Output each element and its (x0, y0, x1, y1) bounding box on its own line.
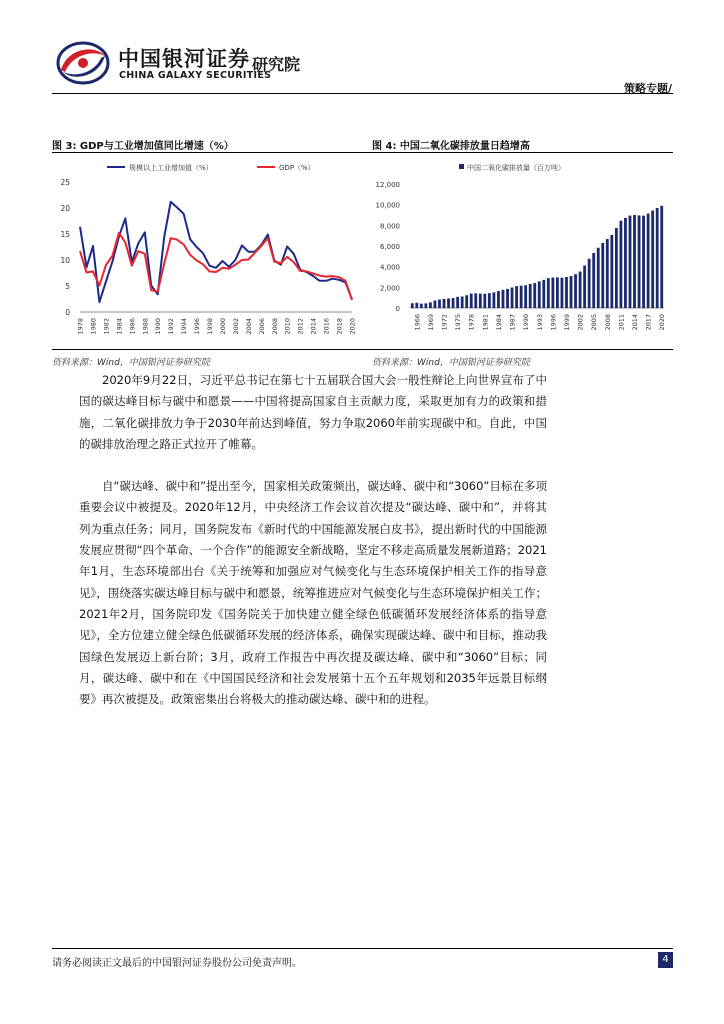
bar (561, 278, 564, 308)
y-tick-label: 8,000 (379, 222, 400, 231)
x-tick-label: 1999 (562, 314, 571, 331)
bar (547, 278, 550, 308)
bar (633, 215, 636, 308)
bar (533, 283, 536, 308)
y-tick-label: 15 (60, 230, 70, 239)
x-tick-label: 1969 (426, 314, 435, 331)
figure4-bar-chart (372, 155, 672, 347)
bar (465, 295, 468, 308)
x-tick-label: 1996 (193, 318, 202, 335)
x-tick-label: 1984 (494, 314, 503, 331)
x-tick-label: 2014 (309, 318, 318, 335)
y-tick-label: 10 (60, 256, 70, 265)
brand-name-english: CHINA GALAXY SECURITIES (119, 70, 272, 81)
bar (497, 291, 500, 308)
x-tick-label: 1978 (467, 314, 476, 331)
footer-divider (52, 948, 673, 949)
x-tick-label: 2010 (283, 318, 292, 335)
x-tick-label: 2008 (603, 314, 612, 331)
bar (651, 211, 654, 308)
bar (447, 298, 450, 308)
y-tick-label: 10,000 (375, 201, 400, 210)
bar (524, 285, 527, 308)
bar (656, 208, 659, 308)
series-line (80, 202, 352, 302)
bar (474, 293, 477, 308)
report-type-label: 策略专题/ (623, 82, 672, 95)
x-tick-label: 1978 (76, 318, 85, 335)
x-tick-label: 2000 (218, 318, 227, 335)
bar (551, 278, 554, 308)
figure-top-divider (52, 152, 673, 153)
bar (452, 298, 455, 308)
bar (506, 289, 509, 308)
bar (588, 259, 591, 308)
legend-swatch (459, 164, 464, 169)
x-tick-label: 1996 (549, 314, 558, 331)
x-tick-label: 2006 (257, 318, 266, 335)
bar (624, 218, 627, 308)
y-tick-label: 20 (60, 204, 70, 213)
bar (647, 214, 650, 308)
x-tick-label: 1998 (206, 318, 215, 335)
bar (479, 294, 482, 308)
x-tick-label: 1980 (89, 318, 98, 335)
x-tick-label: 2016 (322, 318, 331, 335)
y-tick-label: 0 (395, 305, 400, 313)
x-tick-label: 2014 (631, 314, 640, 331)
x-tick-label: 2020 (348, 318, 357, 335)
bar (443, 299, 446, 308)
y-tick-label: 5 (65, 282, 70, 291)
figure3-source: 资料来源：Wind，中国银河证券研究院 (52, 358, 210, 368)
legend-label: GDP（%） (279, 164, 315, 172)
bar (511, 288, 514, 308)
bar (415, 303, 418, 308)
x-tick-label: 1984 (115, 318, 124, 335)
paragraph: 自“碳达峰、碳中和”提出至今，国家相关政策频出，碳达峰、碳中和“3060”目标在多项重要会议中被提及。2020年12月，中央经济工作会议首次提及“碳达峰、碳中和”，并将其列为重点任务；同月，国务院发布《新时代的中国能源发展白皮书》，提出新时代的中国能源发展应贯彻“四个革命、一个合作”的能源安全新战略，坚定不移走高质量发展新道路；2021年1月，生态环境部出台《关于统筹和加强应对气候变化与生态环境保护相关工作的指导意见》，围绕落实碳达峰目标与碳中和愿景，统筹推进应对气候变化与生态环境保护相关工作；2021年2月，国务院印发《国务院关于加快建立健全绿色低碳循环发展经济体系的指导意见》，全方位建立健全绿色低碳循环发展的经济体系，确保实现碳达峰、碳中和目标，推动我国绿色发展迈上新台阶；3月，政府工作报告中再次提及碳达峰、碳中和“3060”目标；同月，碳达峰、碳中和在《中国国民经济和社会发展第十五个五年规划和2035年远景目标纲要》再次被提及。政策密集出台将极大的推动碳达峰、碳中和的进程。 (79, 479, 547, 707)
page-number: 4 (658, 952, 673, 968)
bar (493, 292, 496, 308)
bar (483, 294, 486, 308)
y-tick-label: 6,000 (379, 243, 400, 251)
x-tick-label: 2017 (644, 314, 653, 331)
paragraph: 2020年9月22日，习近平总书记在第七十五届联合国大会一般性辩论上向世界宣布了中国的碳达峰目标与碳中和愿景——中国将提高国家自主贡献力度，采取更加有力的政策和措施，二氧化碳排放力争于2030年前达到峰值，努力争取2060年前实现碳中和。自此，中国的碳排放治理之路正式拉开了帷幕。 (79, 373, 547, 451)
y-tick-label: 25 (60, 178, 70, 187)
bar (420, 304, 423, 308)
x-tick-label: 1966 (413, 314, 422, 331)
bar (411, 303, 414, 308)
bar (538, 281, 541, 308)
x-tick-label: 1987 (508, 314, 517, 331)
galaxy-swirl-logo-icon (55, 40, 111, 86)
x-tick-label: 2020 (658, 314, 667, 331)
bar (488, 293, 491, 308)
bar (606, 239, 609, 308)
bar (461, 297, 464, 308)
bar (579, 272, 582, 308)
legend-label: 中国二氧化碳排放量（百万吨） (467, 164, 565, 172)
bar (434, 301, 437, 308)
bar (660, 206, 663, 308)
x-tick-label: 2004 (244, 318, 253, 335)
bar (570, 276, 573, 308)
x-tick-label: 1982 (102, 318, 111, 335)
bar (515, 286, 518, 308)
bar (429, 302, 432, 308)
x-tick-label: 2002 (231, 318, 240, 335)
y-tick-label: 4,000 (379, 263, 400, 272)
bar (520, 286, 523, 308)
x-tick-label: 2002 (576, 314, 585, 331)
figure-bottom-divider (52, 349, 673, 350)
x-tick-label: 1993 (535, 314, 544, 331)
bar (424, 303, 427, 308)
bar (615, 228, 618, 308)
x-tick-label: 1992 (167, 318, 176, 335)
y-tick-label: 0 (65, 308, 70, 317)
y-tick-label: 2,000 (379, 284, 400, 293)
x-tick-label: 1994 (180, 318, 189, 335)
x-tick-label: 2005 (590, 314, 599, 331)
x-tick-label: 2008 (270, 318, 279, 335)
bar (592, 253, 595, 308)
x-tick-label: 1986 (128, 318, 137, 335)
x-tick-label: 2018 (335, 318, 344, 335)
x-tick-label: 1988 (141, 318, 150, 335)
x-tick-label: 1972 (440, 314, 449, 331)
y-tick-label: 12,000 (375, 181, 400, 189)
bar (620, 221, 623, 308)
legend-label: 规模以上工业增加值（%） (129, 164, 213, 172)
bar (601, 243, 604, 308)
bar (456, 297, 459, 308)
body-text (79, 370, 547, 710)
x-tick-label: 1981 (481, 314, 490, 331)
disclaimer-text: 请务必阅读正文最后的中国银河证券股份公司免责声明。 (52, 958, 302, 969)
bar (583, 266, 586, 308)
bar (642, 216, 645, 308)
brand-institute: 研究院 (252, 55, 301, 74)
figure3-title: 图 3: GDP与工业增加值同比增速（%） (52, 141, 234, 152)
x-tick-label: 2012 (296, 318, 305, 335)
bar (565, 277, 568, 308)
x-tick-label: 2011 (617, 314, 626, 331)
bar (629, 216, 632, 308)
header-divider (52, 93, 673, 94)
x-tick-label: 1990 (154, 318, 163, 335)
bar (597, 248, 600, 308)
bar (610, 235, 613, 308)
x-tick-label: 1975 (454, 314, 463, 331)
bar (542, 280, 545, 308)
bar (574, 274, 577, 308)
figure3-line-chart (52, 155, 362, 347)
figure4-title: 图 4: 中国二氧化碳排放量日趋增高 (372, 141, 530, 152)
bar (438, 300, 441, 308)
bar (529, 284, 532, 308)
bar (470, 294, 473, 308)
bar (638, 215, 641, 308)
figure4-source: 资料来源：Wind，中国银河证券研究院 (372, 358, 530, 368)
bar (502, 290, 505, 308)
bar (556, 277, 559, 308)
x-tick-label: 1990 (522, 314, 531, 331)
brand-name-chinese: 中国银河证券 (118, 47, 250, 71)
